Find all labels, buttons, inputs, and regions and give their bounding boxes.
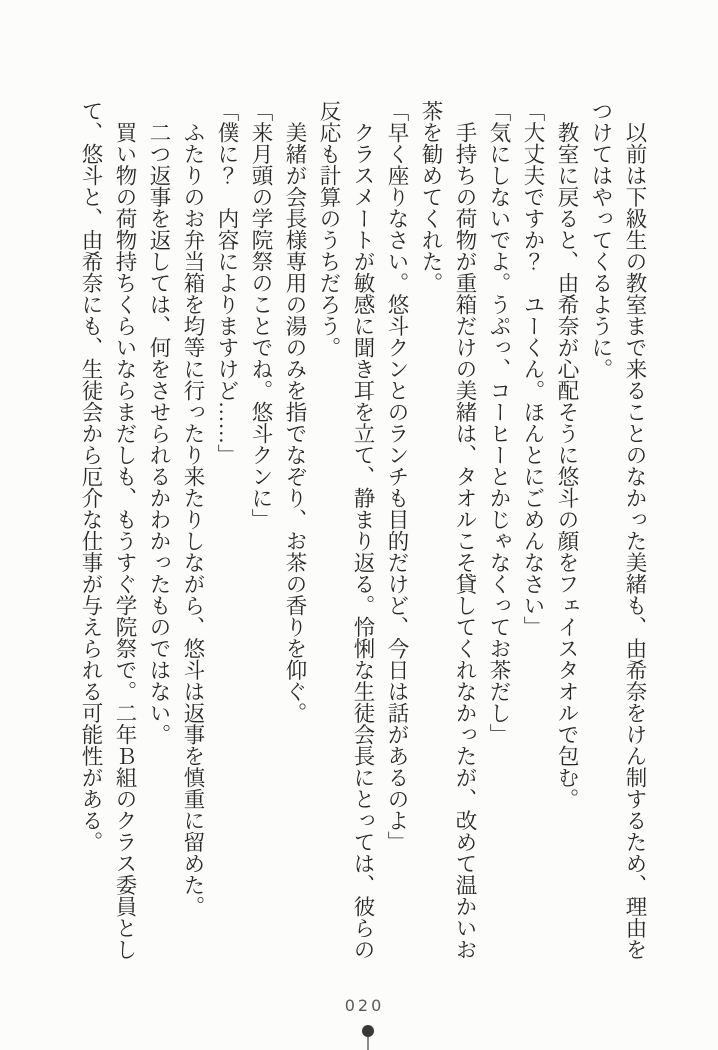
text-line: 「僕に？ 内容によりますけど……」 bbox=[215, 100, 239, 466]
text-line: 以前は下級生の教室まで来ることのなかった美緒も、由希奈をけん制するため、理由を bbox=[623, 100, 647, 960]
vertical-text-block bbox=[74, 100, 652, 964]
page-footer bbox=[74, 996, 652, 1016]
text-line: クラスメートが敏感に聞き耳を立て、静まり返る。怜悧な生徒会長にとっては、彼らの bbox=[351, 100, 375, 960]
text-line: て、悠斗と、由希奈にも、生徒会から厄介な仕事が与えられる可能性がある。 bbox=[79, 100, 103, 853]
text-line: 「大丈夫ですか？ ユーくん。ほんとにごめんなさい」 bbox=[521, 100, 545, 638]
text-line: 教室に戻ると、由希奈が心配そうに悠斗の顔をフェイスタオルで包む。 bbox=[555, 100, 579, 810]
text-line: 「来月頭の学院祭のことでね。悠斗クンに」 bbox=[249, 100, 273, 530]
page-pin-icon bbox=[0, 1025, 718, 1050]
text-line: 手持ちの荷物が重箱だけの美緒は、タオルこそ貸してくれなかったが、改めて温かいお bbox=[453, 100, 477, 960]
text-line: つけてはやってくるように。 bbox=[589, 100, 613, 380]
page-number: 020 bbox=[344, 996, 385, 1015]
text-line: 「早く座りなさい。悠斗クンとのランチも目的だけど、今日は話があるのよ」 bbox=[385, 100, 409, 853]
page-pin-dot-icon bbox=[362, 1025, 374, 1037]
text-line: 美緒が会長様専用の湯のみを指でなぞり、お茶の香りを仰ぐ。 bbox=[283, 100, 307, 724]
text-line: 反応も計算のうちだろう。 bbox=[317, 100, 341, 358]
page-pin-line bbox=[367, 1031, 369, 1050]
text-line: 「気にしないでよ。うぷっ、コーヒーとかじゃなくってお茶だし」 bbox=[487, 100, 511, 745]
text-line: 二つ返事を返しては、何をさせられるかわかったものではない。 bbox=[147, 100, 171, 745]
text-line: ふたりのお弁当箱を均等に行ったり来たりしながら、悠斗は返事を慎重に留めた。 bbox=[181, 100, 205, 917]
text-line: 茶を勧めてくれた。 bbox=[419, 100, 443, 294]
text-line: 買い物の荷物持ちくらいならまだしも、もうすぐ学院祭で。二年Ｂ組のクラス委員とし bbox=[113, 100, 137, 960]
